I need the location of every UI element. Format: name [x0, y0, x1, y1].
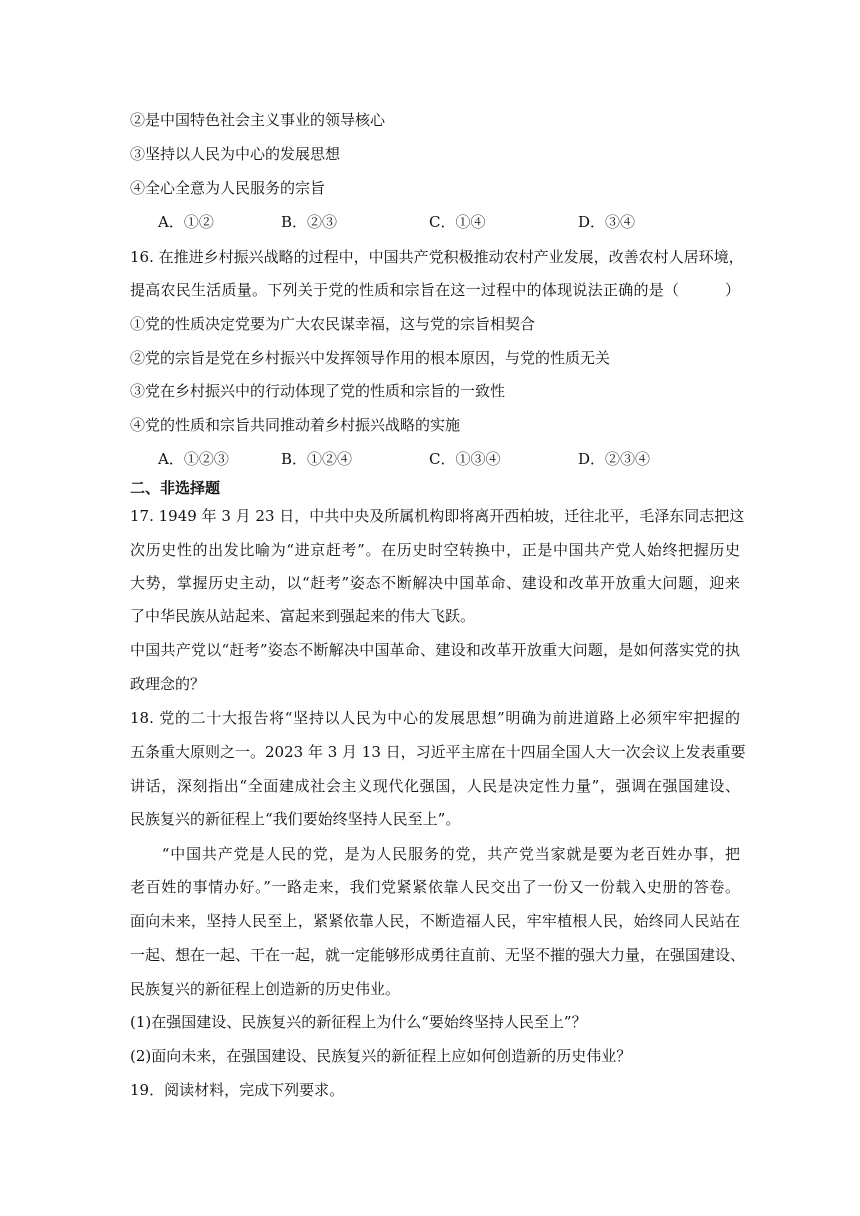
q19-line: 19．阅读材料，完成下列要求。 [130, 1081, 345, 1099]
q15-item-3: ③坚持以人民为中心的发展思想 [130, 145, 341, 163]
q18-quote-line-3: 面向未来，坚持人民至上，紧紧依靠人民，不断造福人民，牢牢植根人民，始终同人民站在 [130, 912, 740, 930]
section-2-heading: 二、非选择题 [130, 479, 221, 497]
q15-option-c: C．①④ [429, 213, 486, 231]
q16-item-2: ②党的宗旨是党在乡村振兴中发挥领导作用的根本原因，与党的性质无关 [130, 349, 611, 367]
q16-item-4: ④党的性质和宗旨共同推动着乡村振兴战略的实施 [130, 416, 461, 434]
q15-item-2: ②是中国特色社会主义事业的领导核心 [130, 111, 386, 129]
q18-subquestion-1: (1)在强国建设、民族复兴的新征程上为什么“要始终坚持人民至上”？ [130, 1013, 587, 1031]
q16-stem-line-2: 提高农民生活质量。下列关于党的性质和宗旨在这一过程中的体现说法正确的是（ ） [130, 281, 740, 299]
q17-line-3: 大势，掌握历史主动，以“赶考”姿态不断解决中国革命、建设和改革开放重大问题，迎来 [130, 574, 740, 592]
q18-quote-line-1: “中国共产党是人民的党，是为人民服务的党，共产党当家就是要为老百姓办事，把 [130, 845, 740, 863]
q16-option-d: D．②③④ [578, 450, 651, 468]
q15-item-4: ④全心全意为人民服务的宗旨 [130, 179, 326, 197]
q18-line-4: 民族复兴的新征程上“我们要始终坚持人民至上”。 [130, 810, 461, 828]
q17-question-line-1: 中国共产党以“赶考”姿态不断解决中国革命、建设和改革开放重大问题，是如何落实党的执 [130, 641, 740, 659]
q18-line-1: 18. 党的二十大报告将“坚持以人民为中心的发展思想”明确为前进道路上必须牢牢把握的 [130, 709, 740, 727]
q17-question-line-2: 政理念的？ [130, 675, 206, 693]
q17-line-1: 17. 1949 年 3 月 23 日，中共中央及所属机构即将离开西柏坡，迁往北平，毛泽东同志把这 [130, 507, 745, 525]
q16-option-c: C．①③④ [429, 450, 501, 468]
q18-line-3: 讲话，深刻指出“全面建成社会主义现代化强国，人民是决定性力量”，强调在强国建设、 [130, 777, 740, 795]
q16-option-b: B．①②④ [281, 450, 353, 468]
q16-option-a: A．①②③ [158, 450, 229, 468]
q17-line-2: 次历史性的出发比喻为“进京赶考”。在历史时空转换中，正是中国共产党人始终把握历史 [130, 541, 740, 559]
q18-line-2: 五条重大原则之一。2023 年 3 月 13 日，习近平主席在十四届全国人大一次会议上发表重要 [130, 743, 746, 761]
q18-quote-line-5: 民族复兴的新征程上创造新的历史伟业。 [130, 980, 401, 998]
q18-quote-line-2: 老百姓的事情办好。”一路走来，我们党紧紧依靠人民交出了一份又一份载入史册的答卷。 [130, 878, 740, 896]
q18-quote-line-4: 一起、想在一起、干在一起，就一定能够形成勇往直前、无坚不摧的强大力量，在强国建设、 [130, 946, 746, 964]
q15-option-a: A．①② [158, 213, 214, 231]
q16-item-3: ③党在乡村振兴中的行动体现了党的性质和宗旨的一致性 [130, 382, 506, 400]
q16-stem-line-1: 16. 在推进乡村振兴战略的过程中，中国共产党积极推动农村产业发展，改善农村人居环境， [130, 248, 744, 266]
q15-option-b: B．②③ [281, 213, 338, 231]
q16-item-1: ①党的性质决定党要为广大农民谋幸福，这与党的宗旨相契合 [130, 315, 536, 333]
q15-option-d: D．③④ [578, 213, 636, 231]
q17-line-4: 了中华民族从站起来、富起来到强起来的伟大飞跃。 [130, 607, 476, 625]
q18-subquestion-2: (2)面向未来，在强国建设、民族复兴的新征程上应如何创造新的历史伟业？ [130, 1047, 632, 1065]
